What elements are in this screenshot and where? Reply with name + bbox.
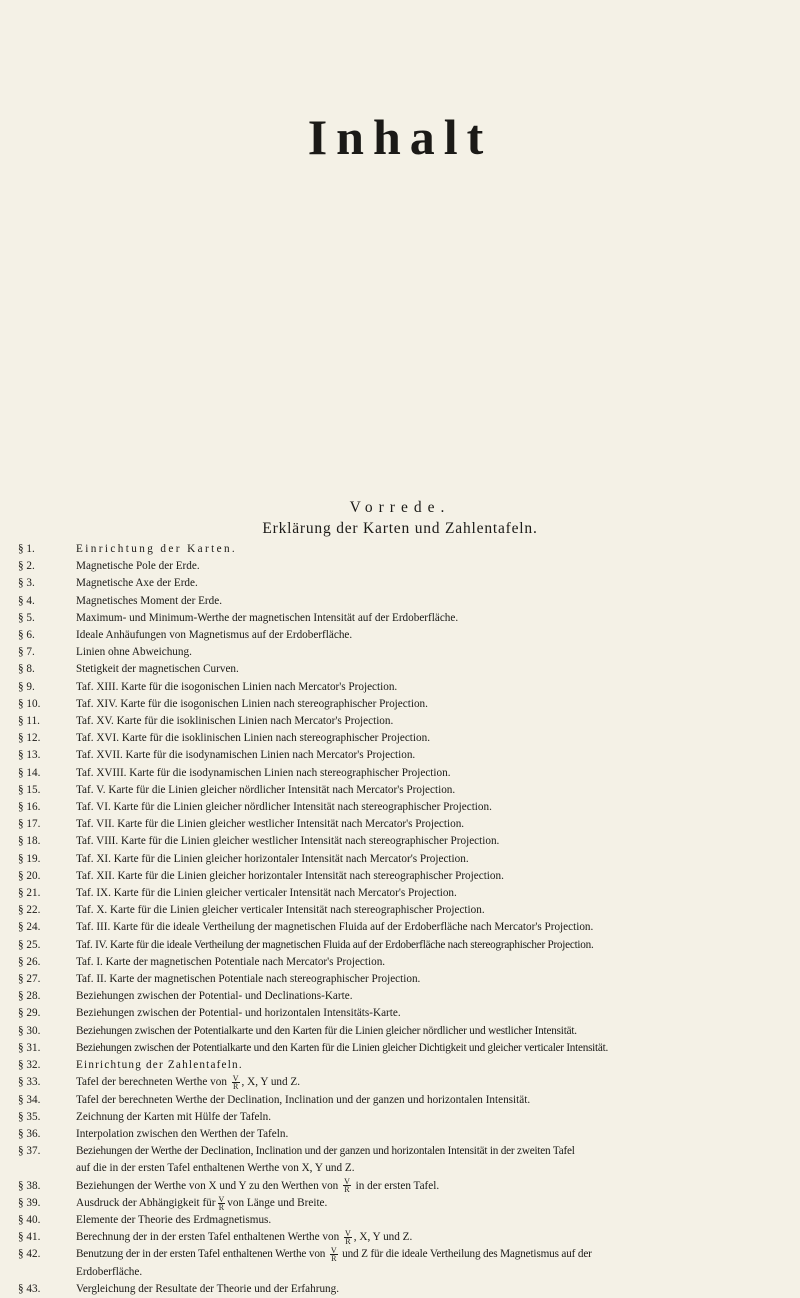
section-number: § 8. xyxy=(18,663,35,676)
section-title: Taf. XII. Karte für die Linien gleicher horizontaler Intensität nach stereographischer Projection. xyxy=(76,869,504,882)
section-number: § 40. xyxy=(18,1213,41,1226)
section-number: § 43. xyxy=(18,1282,41,1295)
section-title: Magnetische Axe der Erde. xyxy=(76,577,198,590)
section-title: Interpolation zwischen den Werthen der Tafeln. xyxy=(76,1127,289,1140)
section-title: Taf. XV. Karte für die isoklinischen Linien nach Mercator's Projection. xyxy=(76,715,394,728)
section-title: Beziehungen zwischen der Potentialkarte und den Karten für die Linien gleicher nördlicher und westlicher Intensität. xyxy=(76,1024,577,1037)
section-title: Beziehungen zwischen der Potential- und Declinations-Karte. xyxy=(76,990,353,1003)
section-number: § 3. xyxy=(18,577,35,590)
section-number: § 38. xyxy=(18,1179,41,1192)
toc-entry xyxy=(18,1023,793,1040)
section-number: § 28. xyxy=(18,990,41,1003)
section-title: Taf. XVIII. Karte für die isodynamischen Linien nach stereographischer Projection. xyxy=(76,766,451,779)
section-title: Vergleichung der Resultate der Theorie und der Erfahrung. xyxy=(76,1282,340,1295)
section-title: Linien ohne Abweichung. xyxy=(76,646,192,659)
toc-entry xyxy=(18,558,793,575)
section-number: § 35. xyxy=(18,1110,41,1123)
toc-entry xyxy=(18,541,793,558)
toc-entry xyxy=(18,575,793,592)
section-number: § 13. xyxy=(18,749,41,762)
section-number: § 7. xyxy=(18,646,35,659)
toc-entry xyxy=(18,1281,793,1298)
section-title: Elemente der Theorie des Erdmagnetismus. xyxy=(76,1213,272,1226)
toc-entry xyxy=(18,1126,793,1143)
section-title: Taf. X. Karte für die Linien gleicher verticaler Intensität nach stereographischer Projection. xyxy=(76,904,485,917)
section-number: § 27. xyxy=(18,973,41,986)
section-title: Magnetisches Moment der Erde. xyxy=(76,594,223,607)
section-number: § 14. xyxy=(18,766,41,779)
section-title: Berechnung der in der ersten Tafel enthaltenen Werthe von $\frac{V}{R}$ , X, Y und Z. xyxy=(76,1229,413,1247)
toc-entry xyxy=(18,868,793,885)
toc-entry xyxy=(18,1178,793,1195)
toc-entry xyxy=(18,730,793,747)
section-title: Taf. VI. Karte für die Linien gleicher nördlicher Intensität nach stereographischer Projection. xyxy=(76,801,492,814)
section-number: § 36. xyxy=(18,1127,41,1140)
toc-entry xyxy=(18,1092,793,1109)
toc-entry xyxy=(18,610,793,627)
fraction-v-over-r: $\frac{V}{R}$ xyxy=(218,1194,225,1212)
section-number: § 29. xyxy=(18,1007,41,1020)
section-title: Benutzung der in der ersten Tafel enthaltenen Werthe von $\frac{V}{R}$ und Z für die ideale Vertheilung des Magnetismus auf der xyxy=(76,1246,592,1264)
toc-entry xyxy=(18,885,793,902)
section-number: § 41. xyxy=(18,1231,41,1244)
section-title: Taf. XIII. Karte für die isogonischen Linien nach Mercator's Projection. xyxy=(76,680,398,693)
section-number: § 33. xyxy=(18,1076,41,1089)
section-title-continuation: Erdoberfläche. xyxy=(76,1265,143,1278)
section-number: § 22. xyxy=(18,904,41,917)
toc-entry xyxy=(18,1212,793,1229)
section-title: Taf. VII. Karte für die Linien gleicher westlicher Intensität nach Mercator's Projection. xyxy=(76,818,465,831)
section-number: § 12. xyxy=(18,732,41,745)
toc-entry xyxy=(18,765,793,782)
section-title: Ausdruck der Abhängigkeit für $\frac{V}{R}$ von Länge und Breite. xyxy=(76,1194,328,1212)
page-title: Inhalt xyxy=(307,109,493,165)
toc-entry xyxy=(18,816,793,833)
section-title: Taf. IX. Karte für die Linien gleicher verticaler Intensität nach Mercator's Projection. xyxy=(76,887,457,900)
toc-entry xyxy=(18,1195,793,1212)
section-title: Taf. XIV. Karte für die isogonischen Linien nach stereographischer Projection. xyxy=(76,697,428,710)
toc-entry xyxy=(18,919,793,936)
toc-entry xyxy=(18,1109,793,1126)
section-number: § 6. xyxy=(18,629,35,642)
section-number: § 34. xyxy=(18,1093,41,1106)
fraction-v-over-r: $\frac{V}{R}$ xyxy=(330,1246,337,1264)
section-number: § 2. xyxy=(18,560,35,573)
section-title: Taf. IV. Karte für die ideale Vertheilung der magnetischen Fluida auf der Erdoberfläche nach stereographischer Projection. xyxy=(76,938,594,951)
toc-entry xyxy=(18,971,793,988)
section-title: Maximum- und Minimum-Werthe der magnetischen Intensität auf der Erdoberfläche. xyxy=(76,611,459,624)
section-title: Taf. V. Karte für die Linien gleicher nördlicher Intensität nach Mercator's Projection. xyxy=(76,783,456,796)
toc-entry xyxy=(18,747,793,764)
section-title: Taf. XVI. Karte für die isoklinischen Linien nach stereographischer Projection. xyxy=(76,732,430,745)
section-title: Beziehungen der Werthe von X und Y zu den Werthen von $\frac{V}{R}$ in der ersten Tafel. xyxy=(76,1177,440,1195)
section-title: Taf. III. Karte für die ideale Vertheilung der magnetischen Fluida auf der Erdoberfläche nach Mercator's Projection. xyxy=(76,921,594,934)
section-title: Tafel der berechneten Werthe der Declination, Inclination und der ganzen und horizontalen Intensität. xyxy=(76,1093,531,1106)
section-title: Ideale Anhäufungen von Magnetismus auf der Erdoberfläche. xyxy=(76,629,353,642)
section-title: Taf. I. Karte der magnetischen Potentiale nach Mercator's Projection. xyxy=(76,955,386,968)
section-title: Zeichnung der Karten mit Hülfe der Tafeln. xyxy=(76,1110,272,1123)
toc-entry xyxy=(18,988,793,1005)
section-title: Einrichtung der Zahlentafeln. xyxy=(76,1059,243,1072)
section-number: § 11. xyxy=(18,715,40,728)
section-number: § 31. xyxy=(18,1041,41,1054)
toc-entry xyxy=(18,593,793,610)
toc-entry xyxy=(18,1074,793,1091)
toc-entry xyxy=(18,1057,793,1074)
section-title-continuation: auf die in der ersten Tafel enthaltenen Werthe von X, Y und Z. xyxy=(76,1162,355,1175)
fraction-v-over-r: $\frac{V}{R}$ xyxy=(344,1177,350,1195)
toc-entry xyxy=(18,1040,793,1057)
section-title: Beziehungen der Werthe der Declination, Inclination und der ganzen und horizontalen Intensität in der zweiten Tafel xyxy=(76,1145,575,1158)
toc-entry xyxy=(18,799,793,816)
section-title: Taf. XI. Karte für die Linien gleicher horizontaler Intensität nach Mercator's Projection. xyxy=(76,852,469,865)
toc-entry xyxy=(18,1229,793,1246)
toc-entry xyxy=(18,902,793,919)
section-number: § 4. xyxy=(18,594,35,607)
toc-entry xyxy=(18,851,793,868)
section-number: § 39. xyxy=(18,1196,41,1209)
toc-entry xyxy=(18,782,793,799)
section-number: § 5. xyxy=(18,611,35,624)
section-number: § 37. xyxy=(18,1145,41,1158)
section-number: § 21. xyxy=(18,887,41,900)
toc-entry xyxy=(18,679,793,696)
section-number: § 42. xyxy=(18,1248,41,1261)
section-number: § 30. xyxy=(18,1024,41,1037)
section-number: § 10. xyxy=(18,697,41,710)
section-number: § 20. xyxy=(18,869,41,882)
toc-entry xyxy=(18,1005,793,1022)
preface-heading: Vorrede. xyxy=(349,499,451,516)
toc-entry xyxy=(18,1143,793,1177)
table-of-contents xyxy=(18,541,793,1298)
section-title: Beziehungen zwischen der Potentialkarte und den Karten für die Linien gleicher Dichtigkeit und gleicher verticaler Intensität. xyxy=(76,1041,609,1054)
section-number: § 15. xyxy=(18,783,41,796)
toc-entry xyxy=(18,833,793,850)
section-title: Tafel der berechneten Werthe von $\frac{V}{R}$ , X, Y und Z. xyxy=(76,1074,301,1092)
section-heading: Erklärung der Karten und Zahlentafeln. xyxy=(262,520,538,537)
section-title: Einrichtung der Karten. xyxy=(76,543,238,555)
toc-entry xyxy=(18,1246,793,1280)
fraction-v-over-r: $\frac{V}{R}$ xyxy=(232,1074,239,1092)
section-number: § 26. xyxy=(18,955,41,968)
toc-entry xyxy=(18,627,793,644)
fraction-v-over-r: $\frac{V}{R}$ xyxy=(345,1229,351,1247)
section-number: § 24. xyxy=(18,921,41,934)
section-number: § 18. xyxy=(18,835,41,848)
toc-entry xyxy=(18,661,793,678)
section-title: Magnetische Pole der Erde. xyxy=(76,560,200,573)
section-number: § 17. xyxy=(18,818,41,831)
section-title: Beziehungen zwischen der Potential- und horizontalen Intensitäts-Karte. xyxy=(76,1007,401,1020)
section-title: Taf. XVII. Karte für die isodynamischen Linien nach Mercator's Projection. xyxy=(76,749,416,762)
section-number: § 9. xyxy=(18,680,35,693)
toc-entry xyxy=(18,713,793,730)
section-number: § 16. xyxy=(18,801,41,814)
section-title: Stetigkeit der magnetischen Curven. xyxy=(76,663,239,676)
toc-entry xyxy=(18,937,793,954)
section-title: Taf. VIII. Karte für die Linien gleicher westlicher Intensität nach stereographischer Projection. xyxy=(76,835,500,848)
toc-entry xyxy=(18,954,793,971)
section-title: Taf. II. Karte der magnetischen Potentiale nach stereographischer Projection. xyxy=(76,973,421,986)
toc-entry xyxy=(18,696,793,713)
toc-entry xyxy=(18,644,793,661)
section-number: § 32. xyxy=(18,1059,41,1072)
section-number: § 25. xyxy=(18,938,41,951)
section-number: § 19. xyxy=(18,852,41,865)
section-number: § 1. xyxy=(18,543,35,555)
